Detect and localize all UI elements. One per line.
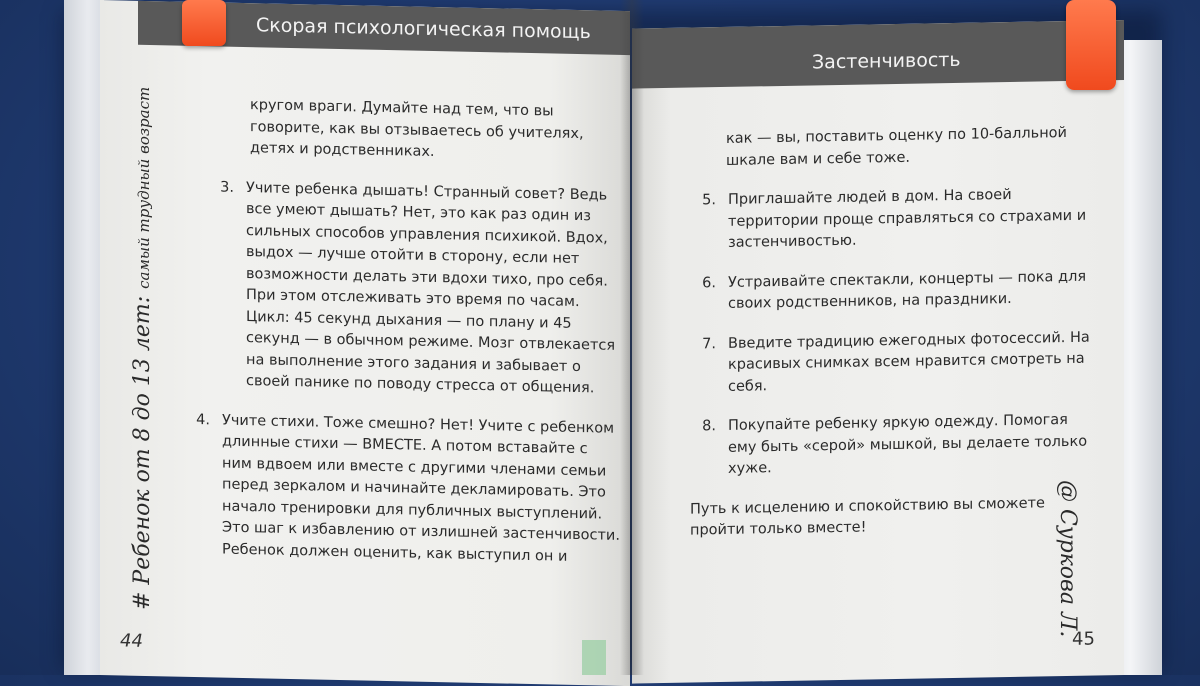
- right-page-clip: [1066, 0, 1116, 90]
- list-number: 6.: [702, 274, 716, 291]
- list-number: 7.: [702, 335, 716, 352]
- list-item-4: [186, 409, 620, 569]
- left-page-number: 44: [120, 630, 143, 652]
- handwritten-sub: самый трудный возраст: [135, 86, 153, 289]
- left-continuation: кругом враги. Думайте над тем, что вы говорите, как вы отзываетесь об учителях, детях и родственниках.: [250, 97, 584, 161]
- handwritten-main: # Ребенок от 8 до 13 лет:: [130, 295, 155, 610]
- list-text: Учите ребенка дышать! Странный совет? Ведь все умеют дышать? Нет, это как раз один из сильных способов управления психикой. Вдох, выдох — лучше отойти в сторону, если нет возможности делать эти вдохи тихо, про себя. При этом отслеживать это время по часам. Цикл: 45 секунд дыхания — по плану и 45 секунд — в обычном режиме. Мозг отвлекается на выполнение этого задания и забывает о своей панике по поводу стресса от общения.: [246, 179, 616, 397]
- list-item-6: [690, 266, 1100, 316]
- list-item-5: [690, 183, 1100, 255]
- list-item-3: [200, 177, 620, 401]
- bookmark-strip: [582, 640, 606, 675]
- right-page: [632, 20, 1124, 684]
- right-header-band: [632, 20, 1124, 89]
- left-page: [100, 0, 630, 686]
- right-page-number: 45: [1072, 628, 1095, 650]
- list-number: 8.: [702, 418, 716, 435]
- right-page-text: [690, 122, 1100, 542]
- right-continuation: как — вы, поставить оценку по 10-балльной шкале вам и себе тоже.: [726, 124, 1067, 169]
- list-text: Приглашайте людей в дом. На своей территории проще справляться со страхами и застенчивостью.: [728, 186, 1087, 251]
- list-number: 3.: [220, 179, 234, 196]
- page-edges-left: [64, 0, 104, 675]
- list-number: 4.: [196, 411, 210, 428]
- left-page-text: [196, 94, 620, 587]
- closing-text: Путь к исцелению и спокойствию вы сможете пройти только вместе!: [690, 494, 1045, 539]
- list-text: Устраивайте спектакли, концерты — пока для своих родственников, на праздники.: [728, 268, 1087, 312]
- left-page-clip: [182, 0, 226, 46]
- list-text: Учите стихи. Тоже смешно? Нет! Учите с ребенком длинные стихи — ВМЕСТЕ. А потом вставайте с ним вдвоем или вместе с другими членами семьи перед зеркалом и начинайте декламировать. Это начало тренировки для публичных выступлений. Это шаг к избавлению от излишней застенчивости. Ребенок должен оценить, как выступил он и: [222, 412, 620, 565]
- list-number: 5.: [702, 192, 716, 209]
- handwritten-margin-note: [130, 86, 170, 610]
- handwritten-signature: @ Суркова Л.: [1055, 480, 1080, 638]
- list-text: Введите традицию ежегодных фотосессий. На красивых снимках всем нравится смотреть на себя.: [728, 329, 1090, 395]
- book-gutter: [620, 0, 644, 675]
- list-text: Покупайте ребенку яркую одежду. Помогая ему быть «серой» мышкой, вы делаете только хуже.: [728, 411, 1088, 477]
- right-header-title: Застенчивость: [812, 48, 961, 74]
- left-header-title: Скорая психологическая помощь: [256, 14, 591, 44]
- list-item-8: [690, 409, 1100, 481]
- list-item-7: [690, 327, 1100, 399]
